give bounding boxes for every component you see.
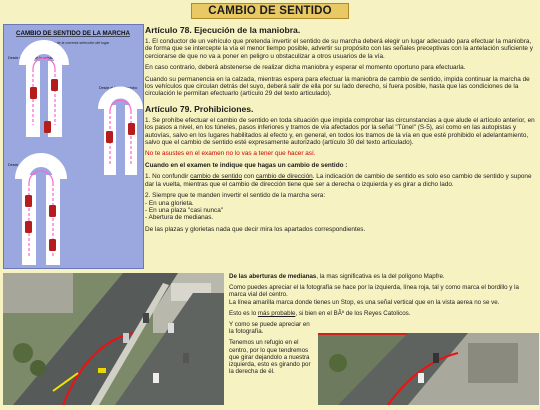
diagram-figure (3, 24, 144, 269)
road-scenario-2 (104, 93, 137, 176)
article-78-heading: Artículo 78. Ejecución de la maniobra. (145, 25, 301, 35)
title-bar (0, 0, 540, 22)
exam-answer-1: 1. No confundir cambio de sentido con cambio de dirección. La indicación de cambio de sentido es solo eso cambio de sentido y supone dar la vuelta, mientras que el cambio de dirección tiene que ser a derecha o izquierda y es girar a dicho lado. (145, 173, 532, 188)
article-78-paragraph-1: 1. El conductor de un vehículo que pretenda invertir el sentido de su marcha deberá elegir un lugar adecuado para efectuar la maniobra, de forma que se intercepte la vía el menor tiempo posible, advertir su propósito con las señales preceptivas con la antelación suficiente y cerciorarse de que no va a poner en peligro u obstaculizar a otros usuarios de la vía. (145, 38, 533, 60)
car-icon (30, 87, 37, 99)
diagram-label-bottom: Desde el borde de la calzada (8, 163, 55, 167)
exam-question: Cuando en el examen te indique que hagas un cambio de sentido : (145, 161, 348, 169)
diagram-label-right: Desde el borde derecho (99, 86, 138, 90)
car-icon (51, 79, 58, 91)
aerial-photo-median (3, 273, 224, 405)
list-item: - En una glorieta. (145, 199, 194, 207)
car-icon (128, 123, 135, 135)
car-icon (106, 131, 113, 143)
road-scenario-3 (22, 160, 60, 265)
car-icon (49, 205, 56, 217)
diagram-label-left: Desde el centro de la calzada (8, 56, 56, 60)
page-title: CAMBIO DE SENTIDO (191, 3, 349, 19)
road-scenario-1 (26, 47, 62, 137)
exam-answer-2: 2. Siempre que te manden invertir el sentido de la marcha sera: (145, 192, 326, 200)
article-78-paragraph-3: Cuando su permanencia en la calzada, mientras espera para efectuar la maniobra de cambio de sentido, impida continuar la marcha de los vehículos que circulan detrás del suyo, deberá salir de ella por su lado derecho, si fuera posible, hasta que las condiciones de la circulación le permitan efectuarlo (artículo 29 del texto articulado). (145, 75, 530, 98)
article-79-heading: Artículo 79. Prohibiciones. (145, 103, 254, 114)
link-cambio-direccion: cambio de dirección (255, 173, 313, 181)
list-item: - Abertura de medianas. (145, 214, 214, 222)
photo-note: Y como se puede apreciar en la fotografía. (229, 321, 310, 336)
photo-explanation: Como puedes apreciar el la fotografía se hace por la izquierda, línea roja, tal y como marca el bordillo y la marca vial del centro. (229, 284, 519, 299)
article-79-paragraph-1: 1. Se prohíbe efectuar el cambio de sentido en toda situación que impida comprobar las circunstancias a que alude el artículo anterior, en los pasos a nivel, en los túneles, pasos inferiores y tramos de vía afectados por la señal "Túnel" (S-5), así como en las autopistas y autovías, salvo en los lugares habilitados al efecto y, en general, en todos los tramos de la vía en que esté prohibido el adelantamiento, salvo que el cambio de sentido esté expresamente autorizado (artículo 30 del texto articulado). (145, 116, 535, 147)
refuge-note: Tenemos un refugio en el centro, por lo que tendremos que girar dejandolo a nuestra izquierda, esto es girando por la derecha de él. (229, 339, 311, 376)
car-icon (25, 195, 32, 207)
diagram-svg (4, 25, 143, 268)
link-cambio-sentido: cambio de sentido (190, 173, 242, 181)
lower-text (229, 273, 536, 379)
car-icon (44, 121, 51, 133)
diagram-heading: CAMBIO DE SENTIDO DE LA MARCHA (16, 30, 130, 37)
article-text (145, 25, 537, 237)
medianas-paragraph: De las aberturas de medianas, la mas significativa es la del polígono Mapfre. (229, 273, 445, 280)
list-item: - En una plaza "casi nunca" (145, 206, 224, 214)
car-icon (25, 221, 32, 233)
link-mas-probable: más probable (257, 309, 296, 317)
diagram-subheading: Importancia de la correcta selección del lugar (36, 41, 110, 45)
article-78-paragraph-2: En caso contrario, deberá abstenerse de realizar dicha maniobra y esperar el momento oportuno para efectuarla. (145, 64, 466, 72)
closing-note: De las plazas y glorietas nada que decir mira los apartados correspondientes. (145, 225, 366, 233)
medianas-bold: De las aberturas de medianas (229, 273, 317, 280)
probable-note: Esto es lo más probable, si bien en el BÂº de los Reyes Catolicos. (229, 309, 411, 317)
stop-line-note: La línea amarilla marca donde tienes un Stop, es una señal vertical que en la vista aerea no se ve. (229, 298, 500, 306)
exam-warning: No te asustes en el examen no lo vas a tener que hacer así. (145, 150, 316, 158)
car-icon (49, 239, 56, 251)
